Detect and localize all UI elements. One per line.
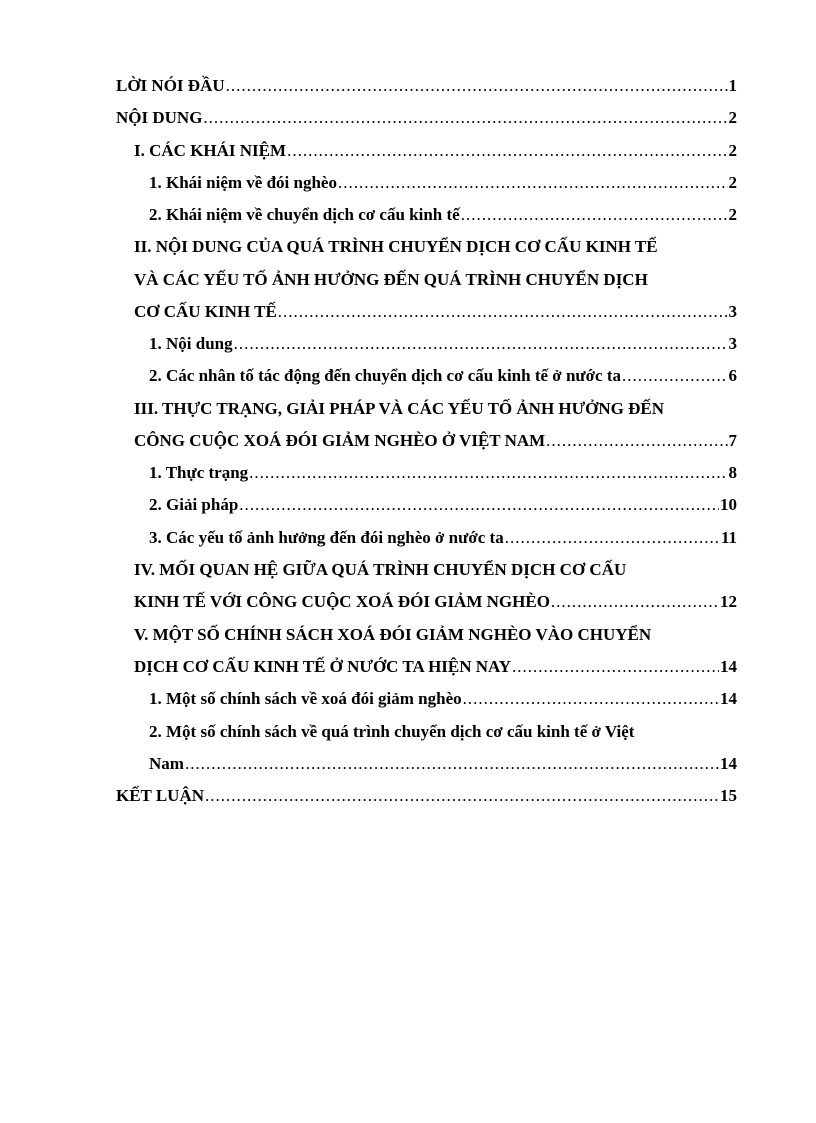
dot-leader: [461, 205, 728, 225]
dot-leader: [463, 689, 719, 709]
toc-page-number: 12: [720, 592, 737, 611]
toc-entry-section-2-line-1[interactable]: II. NỘI DUNG CỦA QUÁ TRÌNH CHUYỂN DỊCH CƠ CẤU KINH TẾ: [134, 237, 658, 256]
toc-entry-title: KINH TẾ VỚI CÔNG CUỘC XOÁ ĐÓI GIẢM NGHÈO: [134, 592, 550, 611]
toc-entry-loi-noi-dau[interactable]: [116, 76, 737, 96]
toc-entry-title: 2. Khái niệm về chuyển dịch cơ cấu kinh tế: [149, 205, 460, 224]
toc-entry-section-3-1[interactable]: [149, 463, 737, 483]
dot-leader: [278, 302, 728, 322]
toc-entry-ket-luan[interactable]: [116, 786, 737, 806]
toc-entry-title: 3. Các yếu tố ảnh hưởng đến đói nghèo ở nước ta: [149, 528, 504, 547]
dot-leader: [505, 528, 720, 548]
toc-entry-section-3[interactable]: [134, 431, 737, 451]
toc-page-number: 14: [720, 657, 737, 676]
toc-entry-section-5-2-line-1[interactable]: 2. Một số chính sách về quá trình chuyển dịch cơ cấu kinh tế ở Việt: [149, 722, 635, 741]
toc-entry-section-4-line-1[interactable]: IV. MỐI QUAN HỆ GIỮA QUÁ TRÌNH CHUYỂN DỊCH CƠ CẤU: [134, 560, 627, 579]
toc-entry-section-5-2[interactable]: [149, 754, 737, 774]
toc-page-number: 2: [728, 205, 737, 224]
toc-entry-section-1[interactable]: [134, 141, 737, 161]
toc-page-number: 2: [728, 173, 737, 192]
toc-entry-title: CƠ CẤU KINH TẾ: [134, 302, 277, 321]
dot-leader: [234, 334, 728, 354]
toc-entry-title: 1. Một số chính sách về xoá đói giảm nghèo: [149, 689, 462, 708]
dot-leader: [338, 173, 728, 193]
toc-page-number: 14: [720, 689, 737, 708]
dot-leader: [622, 366, 728, 386]
toc-entry-title: 1. Thực trạng: [149, 463, 249, 482]
toc-entry-title: 1. Khái niệm về đói nghèo: [149, 173, 337, 192]
toc-entry-title: LỜI NÓI ĐẦU: [116, 76, 225, 95]
toc-entry-section-2-2[interactable]: [149, 366, 737, 386]
toc-entry-title: I. CÁC KHÁI NIỆM: [134, 141, 287, 160]
toc-page-number: 10: [720, 495, 737, 514]
toc-entry-section-5-line-1[interactable]: V. MỘT SỐ CHÍNH SÁCH XOÁ ĐÓI GIẢM NGHÈO VÀO CHUYỂN: [134, 625, 652, 644]
toc-page-number: 11: [720, 528, 737, 547]
toc-entry-title: CÔNG CUỘC XOÁ ĐÓI GIẢM NGHÈO Ở VIỆT NAM: [134, 431, 546, 450]
toc-entry-section-2-line-2[interactable]: VÀ CÁC YẾU TỐ ẢNH HƯỞNG ĐẾN QUÁ TRÌNH CHUYỂN DỊCH: [134, 270, 648, 289]
toc-entry-section-3-3[interactable]: [149, 528, 737, 548]
toc-page-number: 15: [720, 786, 737, 805]
toc-entry-section-2-1[interactable]: [149, 334, 737, 354]
toc-page-number: 3: [728, 302, 737, 321]
toc-entry-section-5-1[interactable]: [149, 689, 737, 709]
toc-entry-noi-dung[interactable]: [116, 108, 737, 128]
toc-entry-title: Nam: [149, 754, 184, 773]
dot-leader: [546, 431, 727, 451]
dot-leader: [185, 754, 719, 774]
toc-entry-section-5[interactable]: [134, 657, 737, 677]
dot-leader: [239, 495, 719, 515]
dot-leader: [287, 141, 727, 161]
toc-entry-section-1-1[interactable]: [149, 173, 737, 193]
toc-page-number: 2: [728, 141, 737, 160]
toc-page-number: 14: [720, 754, 737, 773]
toc-page-number: 6: [728, 366, 737, 385]
toc-entry-title: 2. Các nhân tố tác động đến chuyển dịch cơ cấu kinh tế ở nước ta: [149, 366, 621, 385]
toc-entry-title: 2. Giải pháp: [149, 495, 239, 514]
toc-entry-title: 1. Nội dung: [149, 334, 233, 353]
toc-page-number: 7: [728, 431, 737, 450]
dot-leader: [226, 76, 728, 96]
dot-leader: [512, 657, 719, 677]
dot-leader: [203, 108, 727, 128]
toc-entry-section-4[interactable]: [134, 592, 737, 612]
toc-page-number: 3: [728, 334, 737, 353]
toc-entry-title: NỘI DUNG: [116, 108, 203, 127]
toc-entry-title: DỊCH CƠ CẤU KINH TẾ Ở NƯỚC TA HIỆN NAY: [134, 657, 512, 676]
dot-leader: [551, 592, 719, 612]
toc-entry-section-2[interactable]: [134, 302, 737, 322]
toc-page-number: 2: [728, 108, 737, 127]
dot-leader: [249, 463, 727, 483]
toc-entry-section-1-2[interactable]: [149, 205, 737, 225]
toc-page-number: 1: [728, 76, 737, 95]
toc-page-number: 8: [728, 463, 737, 482]
dot-leader: [205, 786, 719, 806]
toc-entry-section-3-2[interactable]: [149, 495, 737, 515]
toc-entry-title: KẾT LUẬN: [116, 786, 205, 805]
toc-entry-section-3-line-1[interactable]: III. THỰC TRẠNG, GIẢI PHÁP VÀ CÁC YẾU TỐ ẢNH HƯỞNG ĐẾN: [134, 399, 665, 418]
